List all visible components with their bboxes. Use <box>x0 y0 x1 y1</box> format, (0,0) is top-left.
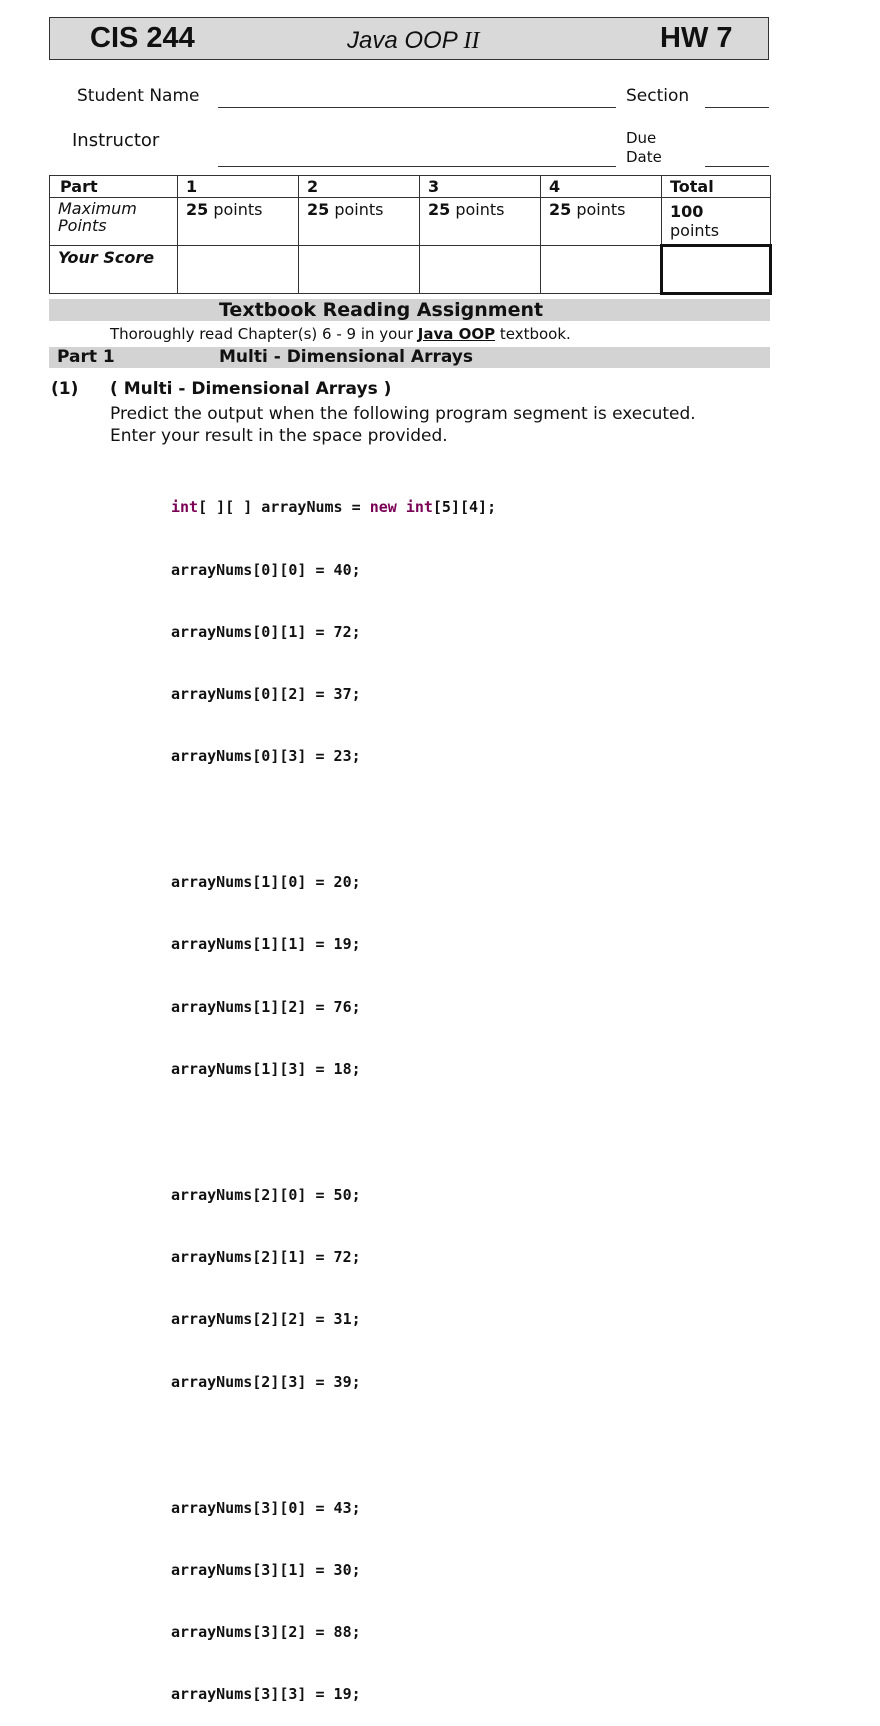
code-line: arrayNums[2][2] = 31; <box>171 1310 361 1329</box>
code-declaration <box>171 497 496 518</box>
code-line: arrayNums[1][0] = 20; <box>171 873 361 892</box>
course-subtitle <box>347 27 479 55</box>
subtitle-main: Java OOP <box>347 27 464 54</box>
student-name-label: Student Name <box>77 86 200 106</box>
code-line: arrayNums[0][2] = 37; <box>171 684 361 703</box>
code-gap <box>171 808 496 831</box>
code-line: arrayNums[2][0] = 50; <box>171 1186 361 1205</box>
code-line: arrayNums[1][2] = 76; <box>171 997 361 1016</box>
your-score-label: Your Score <box>50 246 178 294</box>
total-score-cell[interactable] <box>662 246 771 294</box>
score-header-row <box>50 176 771 198</box>
code-line: arrayNums[1][1] = 19; <box>171 935 361 954</box>
max-points-label: Maximum Points <box>50 198 178 246</box>
part-2-header: 2 <box>299 176 420 198</box>
course-title: CIS 244 <box>90 22 195 54</box>
total-unit: points <box>670 221 720 240</box>
reading-heading: Textbook Reading Assignment <box>219 299 544 321</box>
part-3-points <box>420 198 541 246</box>
part-1-points <box>178 198 299 246</box>
total-header: Total <box>662 176 771 198</box>
section-label: Section <box>626 86 690 106</box>
reading-pre: Thoroughly read Chapter(s) 6 - 9 in your <box>110 325 418 343</box>
score-table <box>49 175 772 295</box>
student-name-field[interactable] <box>218 107 616 108</box>
subtitle-numeral: II <box>463 28 480 54</box>
code-line: arrayNums[3][3] = 19; <box>171 1685 361 1704</box>
code-line: arrayNums[2][3] = 39; <box>171 1372 361 1391</box>
code-text: [5][4]; <box>432 498 497 517</box>
points-unit: points <box>334 200 384 219</box>
max-points-row <box>50 198 771 246</box>
part-4-points <box>541 198 662 246</box>
part-4-score-cell[interactable] <box>541 246 662 294</box>
part-2-score-cell[interactable] <box>299 246 420 294</box>
code-line: arrayNums[3][1] = 30; <box>171 1561 361 1580</box>
question-title: ( Multi - Dimensional Arrays ) <box>110 379 392 399</box>
instructor-field[interactable] <box>218 166 616 167</box>
code-line: arrayNums[3][2] = 88; <box>171 1623 361 1642</box>
question-line-1: Predict the output when the following program segment is executed. <box>110 404 696 424</box>
part1-label: Part 1 <box>57 347 115 367</box>
part-4-header: 4 <box>541 176 662 198</box>
part1-title: Multi - Dimensional Arrays <box>219 347 473 367</box>
part-1-score-cell[interactable] <box>178 246 299 294</box>
code-line: arrayNums[0][3] = 23; <box>171 746 361 765</box>
header-bar <box>49 17 769 60</box>
part-1-header: 1 <box>178 176 299 198</box>
part-3-score-cell[interactable] <box>420 246 541 294</box>
question-line-2: Enter your result in the space provided. <box>110 426 448 446</box>
section-field[interactable] <box>705 107 769 108</box>
points-value: 25 <box>549 200 572 219</box>
code-line: arrayNums[3][0] = 43; <box>171 1499 361 1518</box>
part-2-points <box>299 198 420 246</box>
your-score-row <box>50 246 771 294</box>
points-value: 25 <box>307 200 330 219</box>
points-unit: points <box>213 200 263 219</box>
points-unit: points <box>576 200 626 219</box>
total-value: 100 <box>670 202 704 221</box>
instructor-label: Instructor <box>72 130 160 151</box>
code-gap <box>171 1121 496 1144</box>
code-gap <box>171 1434 496 1457</box>
due-word: Due <box>626 129 657 147</box>
textbook-title: Java OOP <box>417 325 496 343</box>
due-date-label <box>626 129 662 167</box>
code-line: arrayNums[1][3] = 18; <box>171 1059 361 1078</box>
code-keyword: int <box>405 498 433 517</box>
reading-post: textbook. <box>495 325 571 343</box>
points-value: 25 <box>428 200 451 219</box>
question-number: (1) <box>51 379 79 399</box>
code-text <box>397 498 406 516</box>
date-word: Date <box>626 148 662 166</box>
question-description <box>110 403 696 447</box>
code-text: [ ][ ] arrayNums = <box>198 498 370 517</box>
code-block <box>171 456 496 1726</box>
part-header: Part <box>50 176 178 198</box>
code-line: arrayNums[0][1] = 72; <box>171 622 361 641</box>
code-line: arrayNums[2][1] = 72; <box>171 1248 361 1267</box>
code-keyword: new <box>369 498 397 517</box>
part1-heading-bar <box>49 347 770 368</box>
due-date-field[interactable] <box>705 166 769 167</box>
reading-text <box>110 325 571 343</box>
code-line: arrayNums[0][0] = 40; <box>171 560 361 579</box>
total-points <box>662 198 771 246</box>
points-unit: points <box>455 200 505 219</box>
homework-number: HW 7 <box>660 22 733 54</box>
reading-heading-bar <box>49 299 770 321</box>
part-3-header: 3 <box>420 176 541 198</box>
code-keyword: int <box>171 498 199 517</box>
points-value: 25 <box>186 200 209 219</box>
